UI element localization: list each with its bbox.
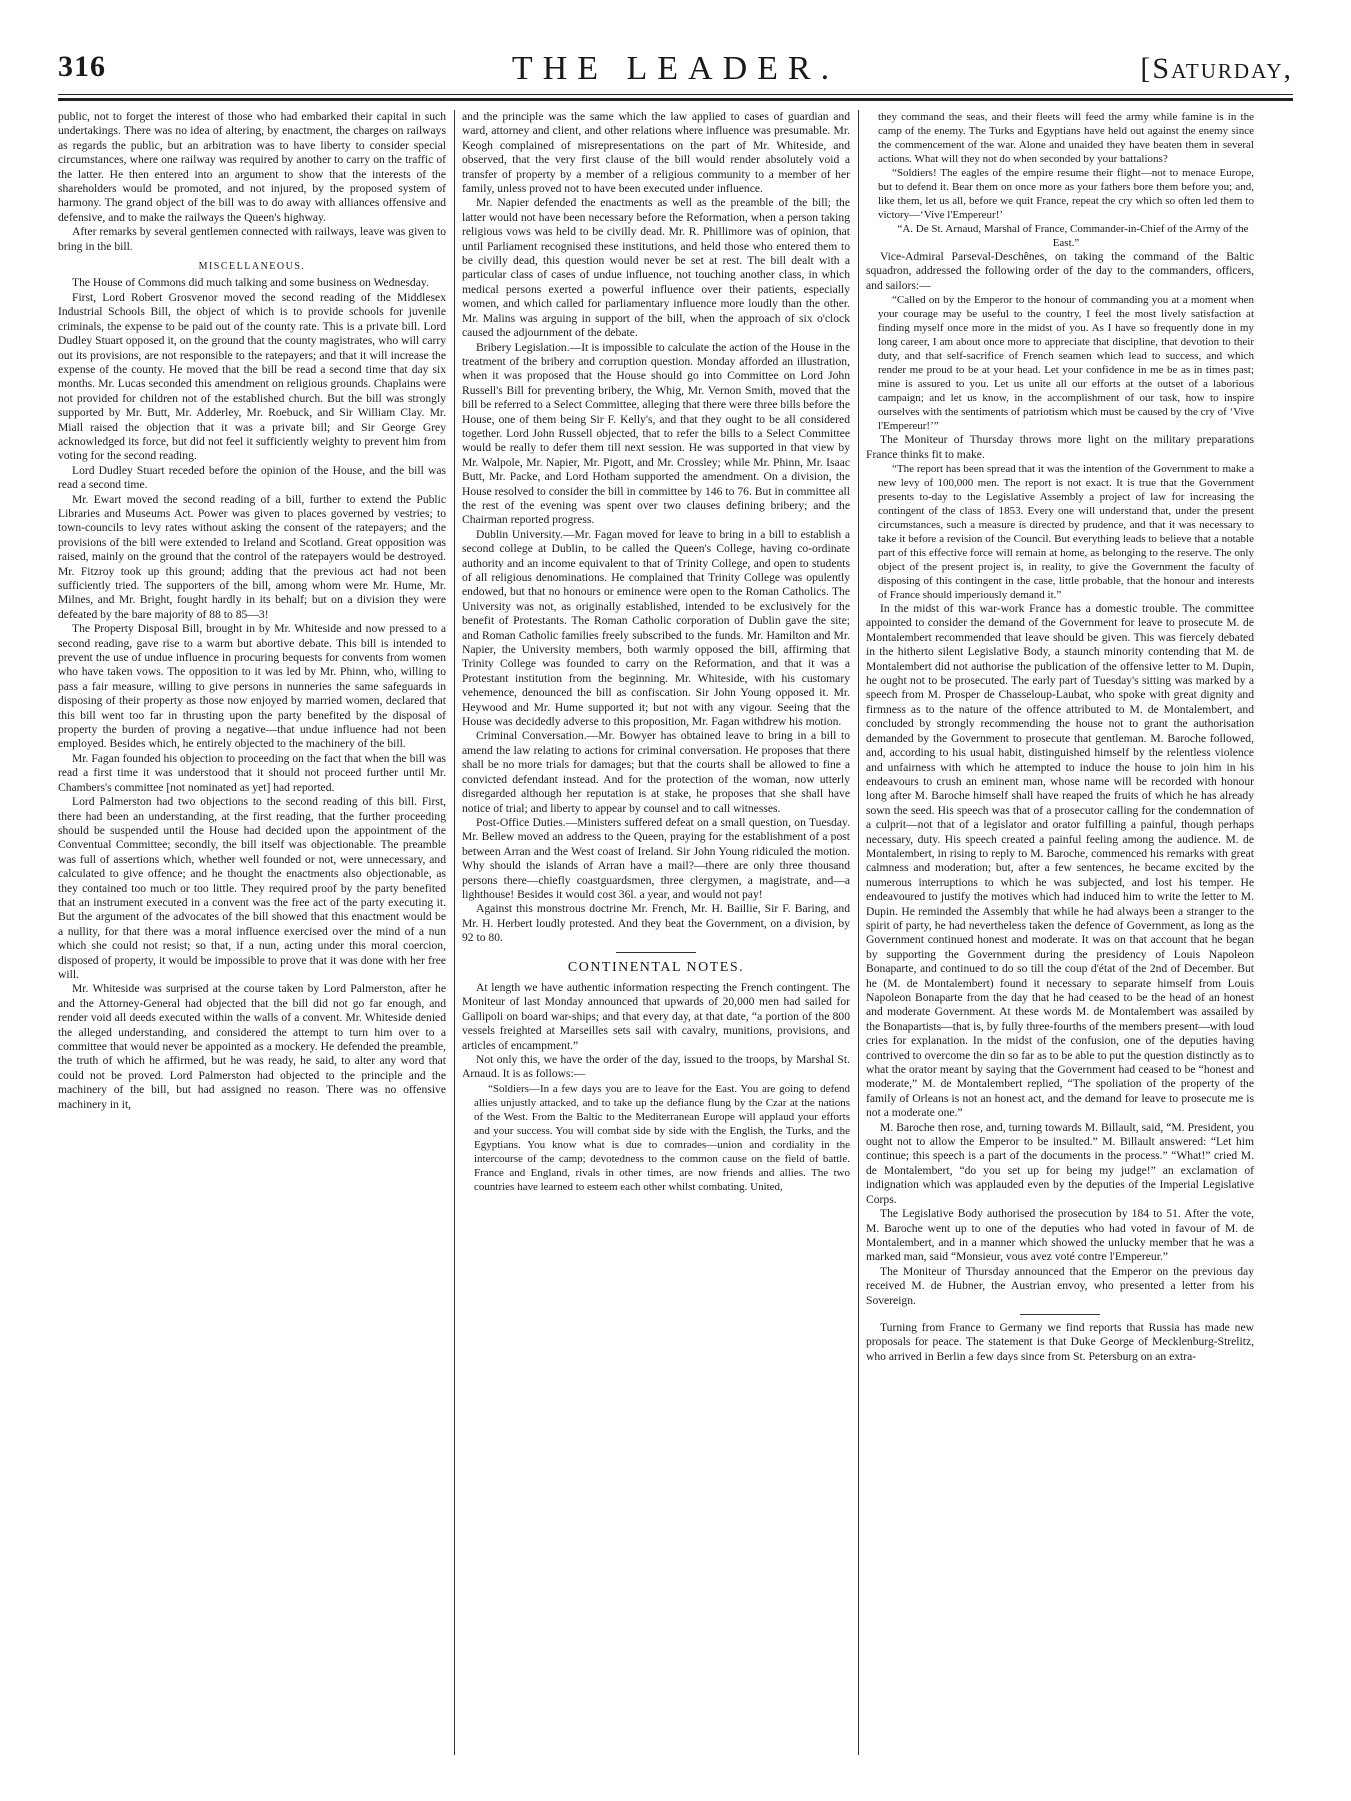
column-2 bbox=[462, 110, 850, 1760]
newspaper-title: THE LEADER. bbox=[511, 50, 840, 87]
paragraph: Mr. Napier defended the enactments as well as the preamble of the bill; the latter would not have been necessary before the Reformation, when a person taking religious vows was held to be civilly dead. Mr. R. Phillimore was of opinion, that until Parliament recognised these institutions, and held those who entered them to be civilly dead, this question would never be set at rest. The bill dealt with a particular class of cases of undue influence, not touching another class, in which medical persons exerted a powerful influence over their patients, especially women, and which called for parliamentary influence more loudly than the other. Mr. Malins was arguing in support of the bill, when the approach of six o'clock caused the adjournment of the debate. bbox=[462, 196, 850, 340]
issue-day: [Saturday, bbox=[1140, 52, 1293, 85]
paragraph: The Legislative Body authorised the prosecution by 184 to 51. After the vote, M. Baroche went up to one of the deputies who had voted in favour of M. de Montalembert, and in a manner which showed the unlucky member that he was a marked man, said “Monsieur, vous avez voté contre l'Empereur.” bbox=[866, 1207, 1254, 1264]
paragraph: Mr. Ewart moved the second reading of a bill, further to extend the Public Libraries and Museums Act. Power was given to places governed by vestries; to town-councils to levy rates without asking the consent of the ratepayers; and the provisions of the bill were extended to Ireland and Scotland. Great opposition was raised, mainly on the ground that the control of the ratepayers would be destroyed. Mr. Fitzroy took up this ground; adding that the previous act had not been sufficiently tried. The supporters of the bill, among whom were Mr. Hume, Mr. Milnes, and Mr. Bright, fought hardly in its behalf; but on a division they were defeated by the bare majority of 88 to 85—3! bbox=[58, 492, 446, 621]
paragraph: Dublin University.—Mr. Fagan moved for leave to bring in a bill to establish a second college at Dublin, to be called the Queen's College, having co-ordinate authority and an income equivalent to that of Trinity College, and open to students of all religious denominations. He complained that Trinity College was opulently endowed, but that no honours or eminence were open to the Roman Catholics. The University was not, as originally established, intended to be exclusively for the benefit of Protestants. The Roman Catholic corporation of Dublin gave the site; and Roman Catholic families freely subscribed to the funds. Mr. Hamilton and Mr. Napier, the University members, both warmly opposed the bill, affirming that Trinity College was founded to carry on the Reformation, and that it was a Protestant institution from the beginning. Mr. Whiteside, with his customary vehemence, denounced the bill as confiscation. Sir John Young opposed it. Mr. Heywood and Mr. Hume supported it; but not with any vigour. Seeing that the House was decidedly adverse to this proposition, Mr. Fagan withdrew his motion. bbox=[462, 527, 850, 729]
section-rule bbox=[616, 952, 696, 953]
paragraph: First, Lord Robert Grosvenor moved the second reading of the Middlesex Industrial Schools Bill, the object of which is to provide schools for juvenile criminals, the expense to be paid out of the county rate. This is a private bill. Lord Dudley Stuart opposed it, on the ground that the county magistrates, who will carry out its provisions, are not responsible to the ratepayers; and that it will increase the expense of the county. He moved that the bill be read a second time that day six months. Mr. Lucas seconded this amendment on religious grounds. Chaplains were not provided for children not of the established church. But the bill was strongly supported by Mr. Butt, Mr. Adderley, Mr. Roebuck, and Sir William Clay. Mr. Miall raised the objection that it was a private bill; and Sir George Grey acknowledged its force, but did not feel it sufficiently weighty to prevent him from voting for the second reading. bbox=[58, 290, 446, 463]
quoted-order: “Soldiers! The eagles of the empire resume their flight—not to menace Europe, but to defend it. Bear them on once more as your fathers bore them before you; and, like them, let us all, before we quit France, repeat the cry which so often led them to victory—‘Vive l'Empereur!’ bbox=[878, 167, 1254, 221]
paragraph: Criminal Conversation.—Mr. Bowyer has obtained leave to bring in a bill to amend the law relating to actions for criminal conversation. He proposes that there shall be no more trials for damages; but that the courts shall be allowed to fine a convicted defendant instead. And for the protection of the woman, now utterly disregarded although her reputation is at stake, he proposes that she shall have notice of trial; and liberty to appear by counsel and to call witnesses. bbox=[462, 729, 850, 815]
signature: “A. De St. Arnaud, Marshal of France, Commander-in-Chief of the Army of the East.” bbox=[897, 223, 1249, 249]
quoted-order: “Called on by the Emperor to the honour of commanding you at a moment when your courage may be useful to the country, I feel the most lively satisfaction at finding myself once more in the midst of you. As I have so frequently done in my long career, I am about once more to appreciate that discipline, that devotion to their duty, and that self-sacrifice of French seamen which lead to success, and which render me proud to be at your head. Let your confidence in me be as in times past; mine is assured to you. Let us unite all our efforts at the outset of a laborious campaign; and let us know, in the accomplishment of our task, how to inspire ourselves with the sentiments of patriotism which must be caused by the cry of ‘Vive l'Empereur!’” bbox=[878, 294, 1254, 433]
masthead bbox=[58, 50, 1293, 90]
column-divider bbox=[858, 110, 859, 1755]
section-subheading: MISCELLANEOUS. bbox=[198, 261, 306, 273]
section-rule bbox=[1020, 1314, 1100, 1315]
quoted-statement: “The report has been spread that it was the intention of the Government to make a new levy of 100,000 men. The report is not exact. It is true that the Government presents to-day to the Legislative Assembly a project of law for increasing the contingent of the class of 1853. Every one will understand that, under the present circumstances, such a measure is directed by prudence, and that it was necessary to take it before a revision of the Council. But everything leads to believe that a notable part of this effective force will remain at home, as belonging to the reserve. The only object of the present project is, in reality, to give the Government the faculty of disposing of this contingent in the case, little probable, that the honour and interests of France should imperiously demand it.” bbox=[878, 463, 1254, 602]
paragraph: The Property Disposal Bill, brought in by Mr. Whiteside and now pressed to a second reading, gave rise to a warm but abortive debate. This bill is intended to prevent the use of undue influence in procuring bequests for convents from women who have taken vows. The opposition to it was led by Mr. Phinn, who, willing to pass a fair measure, willing to give persons in nunneries the same safeguards in disposing of their property as those now enjoyed by married women, declared that this bill went too far in thrusting upon the party benefited by the disposal of property the burden of proving a negative—that undue influence had not been employed. Besides which, he entirely objected to the machinery of the bill. bbox=[58, 622, 446, 751]
paragraph: In the midst of this war-work France has a domestic trouble. The committee appointed to consider the demand of the Government for leave to prosecute M. de Montalembert recommended that leave should be given. This was fiercely debated in the hitherto silent Legislative Body, a staunch minority contending that M. de Montalembert did not authorise the publication of the offensive letter to M. Dupin, he ought not to be prosecuted. The early part of Tuesday's sitting was marked by a speech from M. Prosper de Chasseloup-Laubat, who spoke with great dignity and firmness as to the nature of the offence attributed to M. de Montalembert, and concluded by strongly recommending the house not to grant the authorisation demanded by the Government to prosecute that gentleman. M. Baroche followed, and, according to his usual habit, distinguished himself by the relentless violence and unfairness with which he attempted to induce the house to join him in his endeavours to crush an eminent man, whose name will be recorded with honour long after M. Baroche himself shall have reaped the fruits of which he has already sown the seed. His speech was that of a prosecutor calling for the condemnation of a culprit—not that of a legislator and orator fulfilling a painful, though perhaps necessary, duty. His speech created a painful feeling among the audience. M. de Montalembert, in rising to reply to M. Baroche, commenced his remarks with great calmness and moderation; but, after a few sentences, he became excited by the numerous interruptions to which he was subjected, and lost his temper. He endeavoured to justify the motives which had induced him to write the letter to M. Dupin. He reminded the Assembly that while he had always been a stranger to the spirit of party, he had nevertheless taken the defence of Government, as long as the Government continued honest and moderate. It was on that account that he began by supporting the Government during the presidency of Louis Napoleon Bonaparte, and continued to do so till the coup d'état of the 2nd of December. But he (M. de Montalembert) found it necessary to separate himself from Louis Napoleon Bonaparte from the day that he had ceased to be the head of an honest and moderate Government. At these words M. de Montalembert was assailed by the Bonapartists—that is, by fully three-fourths of the members present—with loud cries for explanation. In the midst of the confusion, one of the deputies having contrived to overcome the din so far as to be able to put the question distinctly as to what the orator meant by saying that the Government had ceased to be “honest and moderate,” M. de Montalembert replied, “The spoliation of the property of the family of Orleans is not an honest act, and the demand for leave to prosecute me is not a moderate one.” bbox=[866, 602, 1254, 1120]
header-rule-thick bbox=[58, 98, 1293, 101]
paragraph: Bribery Legislation.—It is impossible to calculate the action of the House in the treatment of the bribery and corruption question. Monday afforded an illustration, when it was proposed that the House should go into Committee on Lord John Russell's Bill for preventing bribery, the Whig, Mr. Vernon Smith, moved that the bill be referred to a Select Committee, alleging that there were three bills before the House, one of them being Sir F. Kelly's, and that they ought to be all considered together. Lord John Russell objected, that to refer the bills to a Select Committee would be really to defer them till next session. He was supported in that view by Mr. Walpole, Mr. Napier, Mr. Pigott, and Mr. Crossley; while Mr. Phinn, Mr. Isaac Butt, Mr. Packe, and Lord Hotham supported the amendment. On a division, the House resolved to consider the bill in committee by 146 to 76. But in committee all the rest of the evening was spent over two clauses defining bribery; and the Chairman reported progress. bbox=[462, 340, 850, 527]
paragraph: Vice-Admiral Parseval-Deschênes, on taking the command of the Baltic squadron, addressed the following order of the day to the commanders, officers, and sailors:— bbox=[866, 250, 1254, 292]
paragraph: Lord Palmerston had two objections to the second reading of this bill. First, there had been an understanding, at the first reading, that the further proceeding should be suspended until the House had decided upon the appointment of the Conventual Committee; secondly, the bill itself was objectionable. The preamble was full of assertions which, whether well founded or not, were unnecessary, and calculated to give offence; and he thought the enactments also objectionable, as they contained too much or too little. They required proof by the party benefited that an instrument executed in a convent was the free act of the party executing it. But the argument of the advocates of the bill showed that this enactment would be a nullity, for that there was a moral influence exercised over the mind of a nun which she could not resist; so that, if a nun, acting under this moral coercion, disposed of property, it would be impossible to prove that it was done with her free will. bbox=[58, 795, 446, 981]
paragraph: The Moniteur of Thursday throws more light on the military preparations France thinks fit to make. bbox=[866, 433, 1254, 461]
paragraph: Turning from France to Germany we find reports that Russia has made new proposals for peace. The statement is that Duke George of Mecklenburg-Strelitz, who arrived in Berlin a few days since from St. Petersburg on an extra- bbox=[866, 1320, 1254, 1363]
paragraph: The House of Commons did much talking and some business on Wednesday. bbox=[72, 276, 429, 290]
paragraph: After remarks by several gentlemen connected with railways, leave was given to bring in the bill. bbox=[58, 225, 446, 253]
page-number: 316 bbox=[58, 50, 106, 83]
section-title: CONTINENTAL NOTES. bbox=[567, 959, 745, 975]
paragraph: At length we have authentic information respecting the French contingent. The Moniteur of last Monday announced that upwards of 20,000 men had sailed for Gallipoli on board war-ships; and that every day, at that date, “a portion of the 800 vessels freighted at Marseilles sets sail with cavalry, munitions, provisions, and articles of encampment.” bbox=[462, 980, 850, 1052]
quoted-order: “Soldiers—In a few days you are to leave for the East. You are going to defend allies unjustly attacked, and to take up the defiance flung by the Czar at the nations of the West. From the Baltic to the Mediterranean Europe will applaud your efforts and your success. You will combat side by side with the English, the Turks, and the Egyptians. You know what is due to comrades—union and cordiality in the intercourse of the camp; devotedness to the common cause on the field of battle. France and England, rivals in other times, are now friends and allies. The two countries have learned to esteem each other whilst combating. United, bbox=[474, 1082, 850, 1193]
paragraph: and the principle was the same which the law applied to cases of guardian and ward, attorney and client, and other relations where influence was presumable. Mr. Keogh complained of misrepresentations on the part of Mr. Whiteside, and observed, that the very first clause of the bill would render absolutely void a transfer of property by a member of a religious community to a member of her family, unless proved not to have been executed under influence. bbox=[462, 110, 850, 196]
paragraph: Mr. Fagan founded his objection to proceeding on the fact that when the bill was read a first time it was understood that it should not proceed further until Mr. Chambers's committee [not nominated as yet] had reported. bbox=[58, 751, 446, 794]
paragraph: M. Baroche then rose, and, turning towards M. Billault, said, “M. President, you ought not to allow the Emperor to be insulted.” M. Billault answered: “Let him continue; this speech is a part of the documents in the process.” “What!” cried M. de Montalembert, “do you set up for being my judge!” an exclamation of indignation which was applauded even by the deputies of the Imperial Legislative Corps. bbox=[866, 1120, 1254, 1206]
paragraph: The Moniteur of Thursday announced that the Emperor on the previous day received M. de Hubner, the Austrian envoy, who presented a letter from his Sovereign. bbox=[866, 1264, 1254, 1307]
quoted-order: they command the seas, and their fleets will feed the army while famine is in the camp of the enemy. The Turks and Egyptians have held out against the enemy since the commencement of the war. Alone and unaided they have beaten them in several actions. What will they not do when seconded by your battalions? bbox=[878, 111, 1254, 165]
paragraph: Against this monstrous doctrine Mr. French, Mr. H. Baillie, Sir F. Baring, and Mr. H. Herbert loudly protested. And they beat the Government, on a division, by 92 to 80. bbox=[462, 902, 850, 945]
paragraph: Post-Office Duties.—Ministers suffered defeat on a small question, on Tuesday. Mr. Bellew moved an address to the Queen, praying for the establishment of a post between Arran and the West coast of Ireland. Sir John Young ridiculed the motion. Why should the islands of Arran have a mail?—there are only three thousand persons there—chiefly coastguardsmen, three clergymen, a magistrate, and—a lighthouse! Besides it would cost 36l. a year, and would not pay! bbox=[462, 815, 850, 901]
column-3 bbox=[866, 110, 1254, 1760]
paragraph: Lord Dudley Stuart receded before the opinion of the House, and the bill was read a second time. bbox=[58, 463, 446, 492]
paragraph: Mr. Whiteside was surprised at the course taken by Lord Palmerston, after he and the Attorney-General had objected that the bill did not go far enough, and render void all deeds executed within the walls of a convent. Mr. Whiteside denied the alleged understanding, and considered the attempt to turn him over to a committee that would never be appointed as a mockery. He defended the preamble, the truth of which he affirmed, but he was ready, he said, to alter any word that could not be proved. Lord Palmerston had objected to the principle and the machinery of the bill, but had assigned no reason. There was no offensive machinery in it, bbox=[58, 982, 446, 1111]
paragraph: Not only this, we have the order of the day, issued to the troops, by Marshal St. Arnaud. It is as follows:— bbox=[462, 1053, 850, 1081]
header-rule-thin bbox=[58, 94, 1293, 95]
column-1 bbox=[58, 110, 446, 1760]
paragraph: public, not to forget the interest of those who had embarked their capital in such undertakings. There was no idea of altering, by enactment, the charges on railways as regards the public, but an arbitration was to have liberty to consider special circumstances, where one railway was required by another to carry on the traffic of the latter. He then entered into an argument to show that the interests of the shareholders would be promoted, and not injured, by the proposed system of harmony. The grand object of the bill was to do away with alliances offensive and defensive, and to make the railways the Queen's highway. bbox=[58, 110, 446, 224]
column-divider bbox=[454, 110, 455, 1755]
